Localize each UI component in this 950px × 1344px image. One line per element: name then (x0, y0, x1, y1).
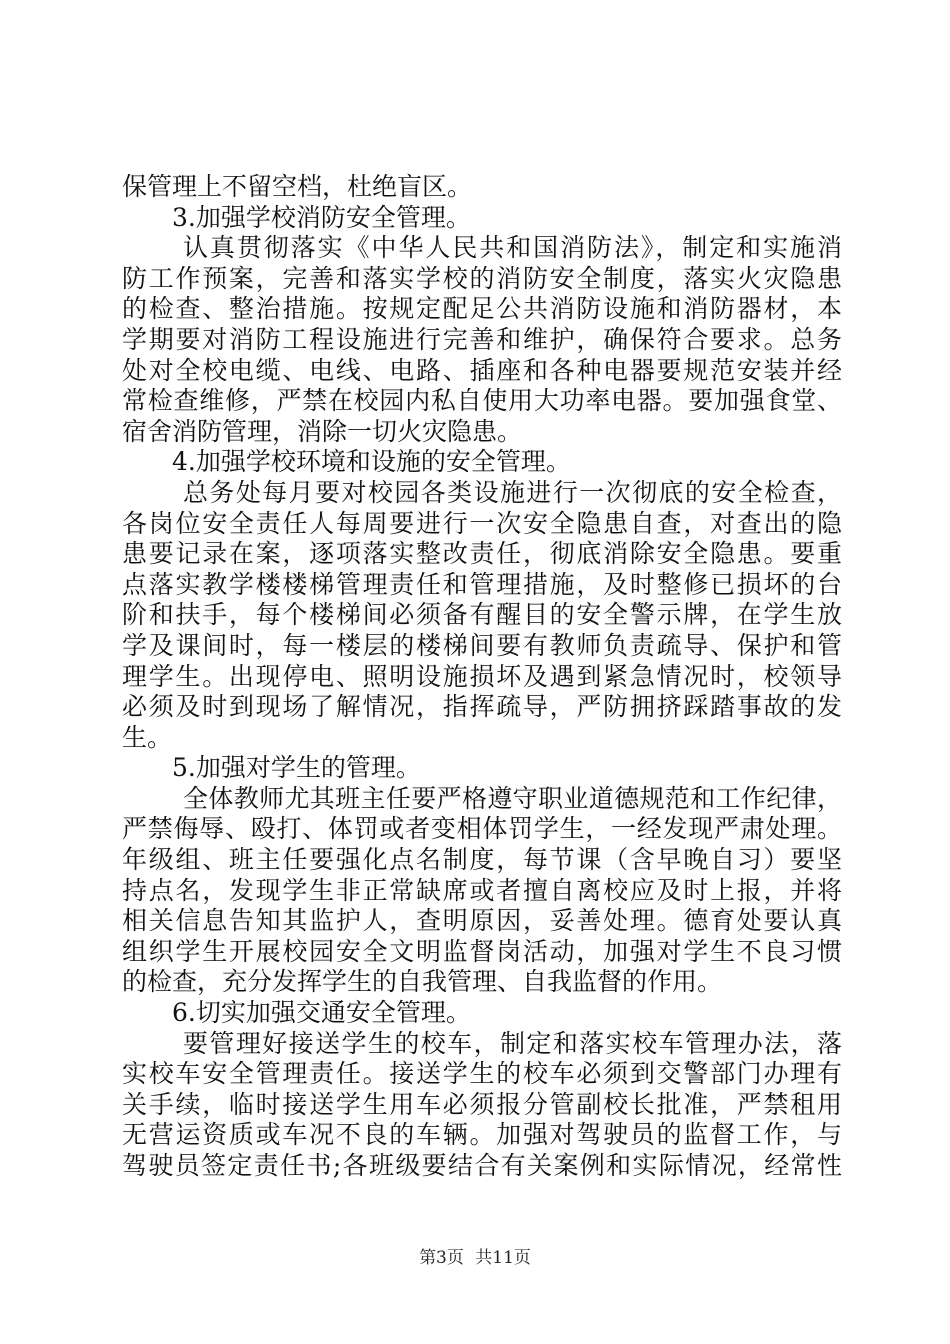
text-line: 必须及时到现场了解情况，指挥疏导，严防拥挤踩踏事故的发 (122, 692, 842, 722)
text-line: 学期要对消防工程设施进行完善和维护，确保符合要求。总务 (122, 324, 842, 354)
text-line: 实校车安全管理责任。接送学生的校车必须到交警部门办理有 (122, 1059, 842, 1089)
text-line: 保管理上不留空档，杜绝盲区。 (122, 172, 473, 201)
text-line: 全体教师尤其班主任要严格遵守职业道德规范和工作纪律， (183, 783, 842, 813)
text-line: 患要记录在案，逐项落实整改责任，彻底消除安全隐患。要重 (122, 539, 842, 569)
text-line: 无营运资质或车况不良的车辆。加强对驾驶员的监督工作，与 (122, 1120, 842, 1150)
text-line: 认真贯彻落实《中华人民共和国消防法》，制定和实施消 (183, 233, 842, 263)
section-heading: 3.加强学校消防安全管理。 (172, 202, 471, 232)
text-line: 相关信息告知其监护人，查明原因，妥善处理。德育处要认真 (122, 906, 842, 936)
text-line: 宿舍消防管理，消除一切火灾隐患。 (122, 416, 523, 446)
text-line: 阶和扶手，每个楼梯间必须备有醒目的安全警示牌，在学生放 (122, 600, 842, 630)
text-line: 防工作预案，完善和落实学校的消防安全制度，落实火灾隐患 (122, 263, 842, 293)
text-line: 驾驶员签定责任书;各班级要结合有关案例和实际情况，经常性 (122, 1151, 842, 1180)
page-total: 共11页 (475, 1248, 531, 1268)
section-heading: 5.加强对学生的管理。 (172, 753, 421, 783)
section-heading: 4.加强学校环境和设施的安全管理。 (172, 447, 571, 477)
text-line: 组织学生开展校园安全文明监督岗活动，加强对学生不良习惯 (122, 936, 842, 966)
text-line: 年级组、班主任要强化点名制度，每节课（含早晚自习）要坚 (122, 845, 842, 875)
section-heading: 6.切实加强交通安全管理。 (172, 998, 471, 1028)
text-line: 关手续，临时接送学生用车必须报分管副校长批准，严禁租用 (122, 1089, 842, 1119)
text-line: 常检查维修，严禁在校园内私自使用大功率电器。要加强食堂、 (122, 386, 842, 416)
document-body (122, 172, 842, 1182)
text-line: 理学生。出现停电、照明设施损坏及遇到紧急情况时，校领导 (122, 661, 842, 691)
page-number: 第3页 (419, 1248, 464, 1268)
text-line: 点落实教学楼楼梯管理责任和管理措施，及时整修已损坏的台 (122, 569, 842, 599)
text-line: 处对全校电缆、电线、电路、插座和各种电器要规范安装并经 (122, 355, 842, 385)
page-footer (0, 1243, 950, 1268)
text-line: 的检查、整治措施。按规定配足公共消防设施和消防器材，本 (122, 294, 842, 324)
text-line: 生。 (122, 722, 173, 752)
text-line: 持点名，发现学生非正常缺席或者擅自离校应及时上报，并将 (122, 875, 842, 905)
text-line: 严禁侮辱、殴打、体罚或者变相体罚学生，一经发现严肃处理。 (122, 814, 842, 844)
text-line: 要管理好接送学生的校车，制定和落实校车管理办法，落 (183, 1028, 842, 1058)
text-line: 的检查，充分发挥学生的自我管理、自我监督的作用。 (122, 967, 723, 997)
text-line: 各岗位安全责任人每周要进行一次安全隐患自查，对查出的隐 (122, 508, 842, 538)
text-line: 总务处每月要对校园各类设施进行一次彻底的安全检查， (183, 477, 842, 507)
text-line: 学及课间时，每一楼层的楼梯间要有教师负责疏导、保护和管 (122, 630, 842, 660)
